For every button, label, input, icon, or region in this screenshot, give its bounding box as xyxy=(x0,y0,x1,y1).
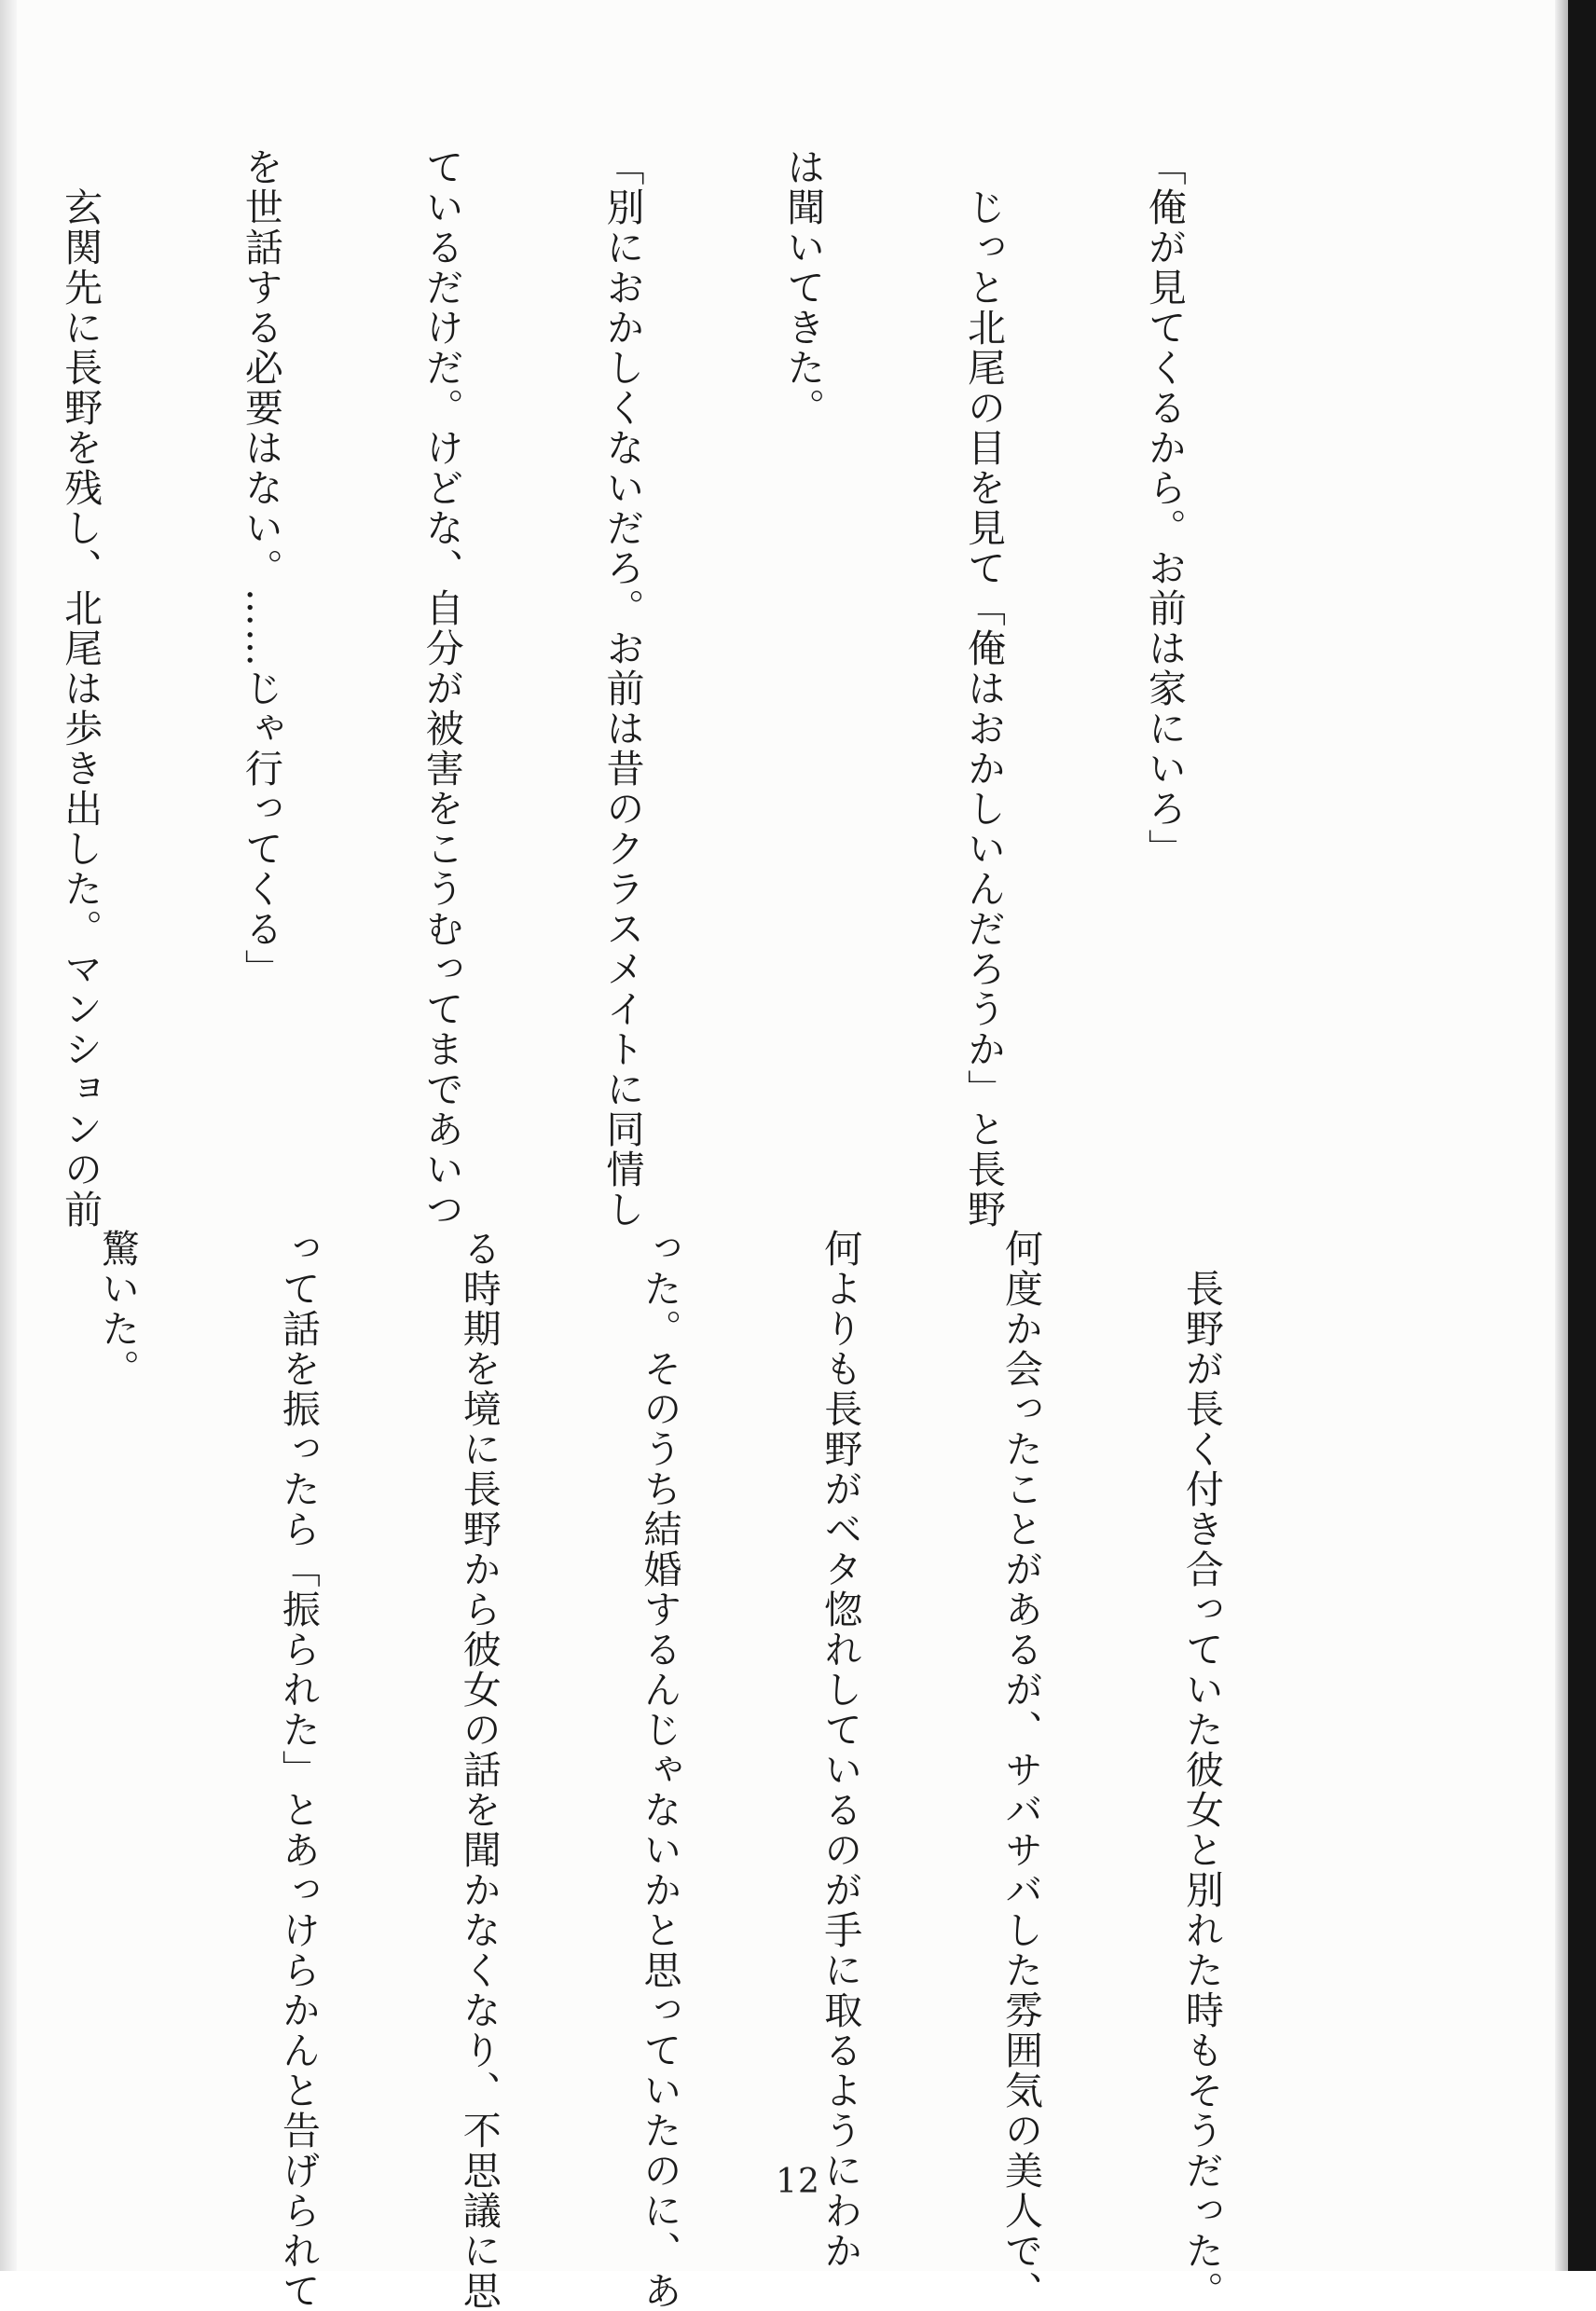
text-column: って話を振ったら「振られた」とあっけらかんと告げられて xyxy=(275,1229,321,2311)
page-edge-shadow xyxy=(1555,0,1568,2271)
text-column: った。そのうち結婚するんじゃないかと思っていたのに、あ xyxy=(637,1229,682,2311)
page-number: 12 xyxy=(776,2163,820,2201)
text-column: 「俺が見てくるから。お前は家にいろ」 xyxy=(1141,147,1187,869)
text-column: ているだけだ。けどな、自分が被害をこうむってまであいつ xyxy=(419,147,464,1230)
scanner-edge xyxy=(1568,0,1596,2271)
text-column: 玄関先に長野を残し、北尾は歩き出した。マンションの前 xyxy=(58,147,103,1230)
text-column: を世話する必要はない。……じゃ行ってくる」 xyxy=(238,147,283,989)
text-column: は聞いてきた。 xyxy=(780,147,826,428)
text-column: 驚いた。 xyxy=(95,1229,141,1389)
text-column: 何よりも長野がベタ惚れしているのが手に取るようにわか xyxy=(818,1229,863,2271)
text-column: 何度か会ったことがあるが、サバサバした雰囲気の美人で、 xyxy=(998,1229,1044,2311)
text-column: じっと北尾の目を見て「俺はおかしいんだろうか」と長野 xyxy=(961,147,1007,1230)
text-block-top xyxy=(58,147,1314,1230)
text-column: 「別におかしくないだろ。お前は昔のクラスメイトに同情し xyxy=(599,147,645,1230)
text-column: る時期を境に長野から彼女の話を聞かなくなり、不思議に思 xyxy=(456,1229,502,2311)
text-column: 長野が長く付き合っていた彼女と別れた時もそうだった。 xyxy=(1178,1229,1224,2311)
